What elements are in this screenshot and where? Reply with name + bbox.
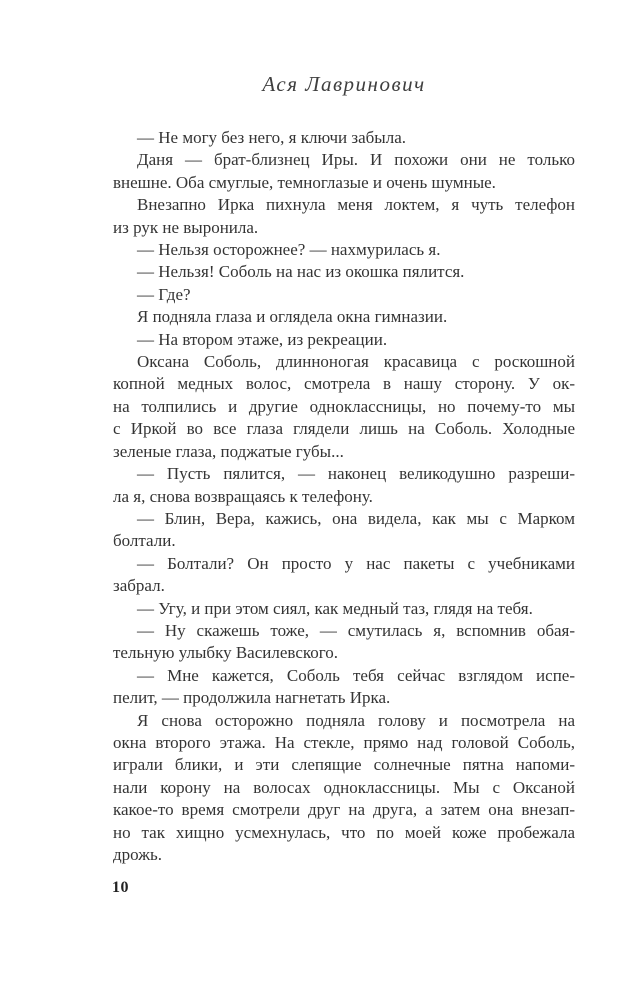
paragraph <box>113 261 575 283</box>
text-line: — Ну скажешь тоже, — смутилась я, вспомнив обая- <box>137 620 575 640</box>
text-line: с Иркой во все глаза глядели лишь на Соболь. Холодные <box>113 419 575 439</box>
text-line: ла я, снова возвращаясь к телефону. <box>113 486 373 506</box>
text-line: дрожь. <box>113 845 162 864</box>
text-line: — Нельзя! Соболь на нас из окошка пялится. <box>137 262 465 282</box>
text-line: — Блин, Вера, кажись, она видела, как мы с Марком <box>137 508 575 528</box>
text-line: — На втором этаже, из рекреации. <box>137 329 388 349</box>
paragraph <box>113 665 575 710</box>
text-line: Даня — брат-близнец Иры. И похожи они не только <box>137 150 575 170</box>
text-line: — Угу, и при этом сиял, как медный таз, глядя на тебя. <box>137 598 533 618</box>
text-line: но так хищно усмехнулась, что по моей коже пробежала <box>113 822 575 842</box>
text-line: тельную улыбку Василевского. <box>113 643 339 663</box>
paragraph <box>113 149 575 194</box>
text-line: — Мне кажется, Соболь тебя сейчас взглядом испе- <box>137 665 575 685</box>
text-line: Я подняла глаза и оглядела окна гимназии. <box>137 307 448 327</box>
text-line: Внезапно Ирка пихнула меня локтем, я чуть телефон <box>137 195 575 215</box>
text-line: пелит, — продолжила нагнетать Ирка. <box>113 688 391 708</box>
text-line: — Где? <box>137 284 191 304</box>
text-line: зеленые глаза, поджатые губы... <box>113 441 344 461</box>
paragraph <box>113 306 575 328</box>
paragraph <box>113 620 575 665</box>
text-line: — Болтали? Он просто у нас пакеты с учебниками <box>137 553 575 573</box>
paragraph <box>113 710 575 867</box>
paragraph <box>113 508 575 553</box>
text-line: Оксана Соболь, длинноногая красавица с роскошной <box>137 352 575 372</box>
text-line: Я снова осторожно подняла голову и посмотрела на <box>137 710 575 730</box>
page-number: 10 <box>112 879 129 896</box>
text-line: нали корону на волосах одноклассницы. Мы с Оксаной <box>113 777 575 797</box>
paragraph <box>113 127 575 149</box>
running-header-author: Ася Лавринович <box>262 72 426 96</box>
paragraph <box>113 194 575 239</box>
paragraph <box>113 463 575 508</box>
paragraph <box>113 284 575 306</box>
text-line: болтали. <box>113 531 176 551</box>
text-line: какое-то время смотрели друг на друга, а затем она внезап- <box>113 800 575 820</box>
body-text <box>113 127 575 866</box>
text-line: забрал. <box>113 576 165 596</box>
text-line: — Нельзя осторожнее? — нахмурилась я. <box>137 240 441 260</box>
text-line: окна второго этажа. На стекле, прямо над головой Соболь, <box>113 732 575 752</box>
text-line: играли блики, и эти слепящие солнечные пятна напоми- <box>113 755 575 775</box>
text-line: на толпились и другие одноклассницы, но почему-то мы <box>113 396 575 416</box>
paragraph <box>113 329 575 351</box>
text-line: из рук не выронила. <box>113 217 259 237</box>
paragraph <box>113 553 575 598</box>
paragraph <box>113 598 575 620</box>
text-line: копной медных волос, смотрела в нашу сторону. У ок- <box>113 374 575 394</box>
text-line: внешне. Оба смуглые, темноглазые и очень шумные. <box>113 172 496 192</box>
paragraph <box>113 351 575 463</box>
text-line: — Не могу без него, я ключи забыла. <box>137 128 407 147</box>
paragraph <box>113 239 575 261</box>
text-line: — Пусть пялится, — наконец великодушно разреши- <box>137 464 575 484</box>
